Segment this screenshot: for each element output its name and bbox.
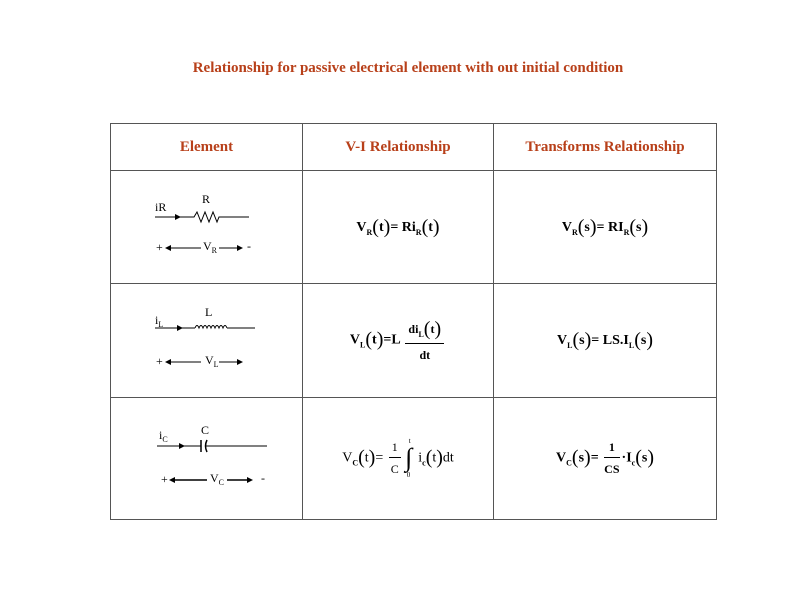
capacitor-transform-fraction: $\frac{1}{CS}$: [604, 439, 620, 476]
inductor-current-label: $i_L$: [155, 313, 164, 330]
header-transforms-relationship: Transforms Relationship: [494, 124, 717, 171]
header-element: Element: [111, 124, 303, 171]
inductor-symbol: [111, 284, 301, 396]
capacitor-voltage-label: $V_C$: [210, 470, 225, 487]
resistor-current-label: iR: [155, 200, 167, 215]
resistor-minus-sign: -: [247, 239, 251, 254]
inductor-transform-cell: [494, 284, 717, 397]
resistor-transform-equation: $V_R(s)= RI_R(s)$: [561, 215, 649, 238]
inductor-label: L: [205, 305, 213, 320]
integral-sign: ∫ t 0: [405, 437, 413, 480]
capacitor-vi-cell: [303, 397, 494, 519]
inductor-voltage-label: $V_L$: [205, 353, 219, 370]
capacitor-transform-cell: [494, 397, 717, 519]
table-header-row: [111, 124, 717, 171]
resistor-vi-equation: $V_R(t)= Ri_R(t)$: [356, 215, 440, 238]
resistor-transform-cell: [494, 171, 717, 284]
table-row-resistor: [111, 171, 717, 284]
resistor-vi-cell: [303, 171, 494, 284]
capacitor-symbol: [111, 398, 301, 519]
inductor-derivative-fraction: $\frac{di_L(t)}{dt}$: [405, 318, 444, 363]
inductor-element-cell: [111, 284, 303, 397]
resistor-element-cell: [111, 171, 303, 284]
resistor-label: R: [202, 192, 211, 207]
capacitor-transform-equation: $V_C(s)=$ $\frac{1}{CS}$ $\cdot I_c(s)$: [555, 439, 654, 476]
table-row-inductor: [111, 284, 717, 397]
resistor-symbol: [111, 171, 301, 283]
relationship-table: [110, 123, 717, 520]
capacitor-fraction: $\frac{1}{C}$: [390, 439, 399, 476]
capacitor-vi-equation: $V_C(t)=$ $\frac{1}{C}$ ∫ t 0 $i_c(t)dt$: [342, 437, 454, 480]
capacitor-current-label: $i_C$: [159, 427, 168, 444]
table-row-capacitor: [111, 397, 717, 519]
inductor-vi-cell: [303, 284, 494, 397]
capacitor-minus-sign: -: [261, 470, 265, 485]
inductor-plus-sign: +: [156, 354, 163, 369]
header-vi-relationship: V-I Relationship: [303, 124, 494, 171]
capacitor-plus-sign: +: [161, 471, 168, 486]
capacitor-element-cell: [111, 397, 303, 519]
inductor-transform-equation: $V_L(s)= LS.I_L(s)$: [557, 329, 653, 352]
page-title: Relationship for passive electrical element with out initial condition: [192, 60, 624, 76]
inductor-vi-equation: $V_L(t)=L$ $\frac{di_L(t)}{dt}$: [303, 318, 493, 363]
capacitor-label: C: [201, 422, 210, 437]
resistor-plus-sign: +: [156, 240, 163, 255]
resistor-voltage-label: $V_R$: [203, 239, 218, 256]
